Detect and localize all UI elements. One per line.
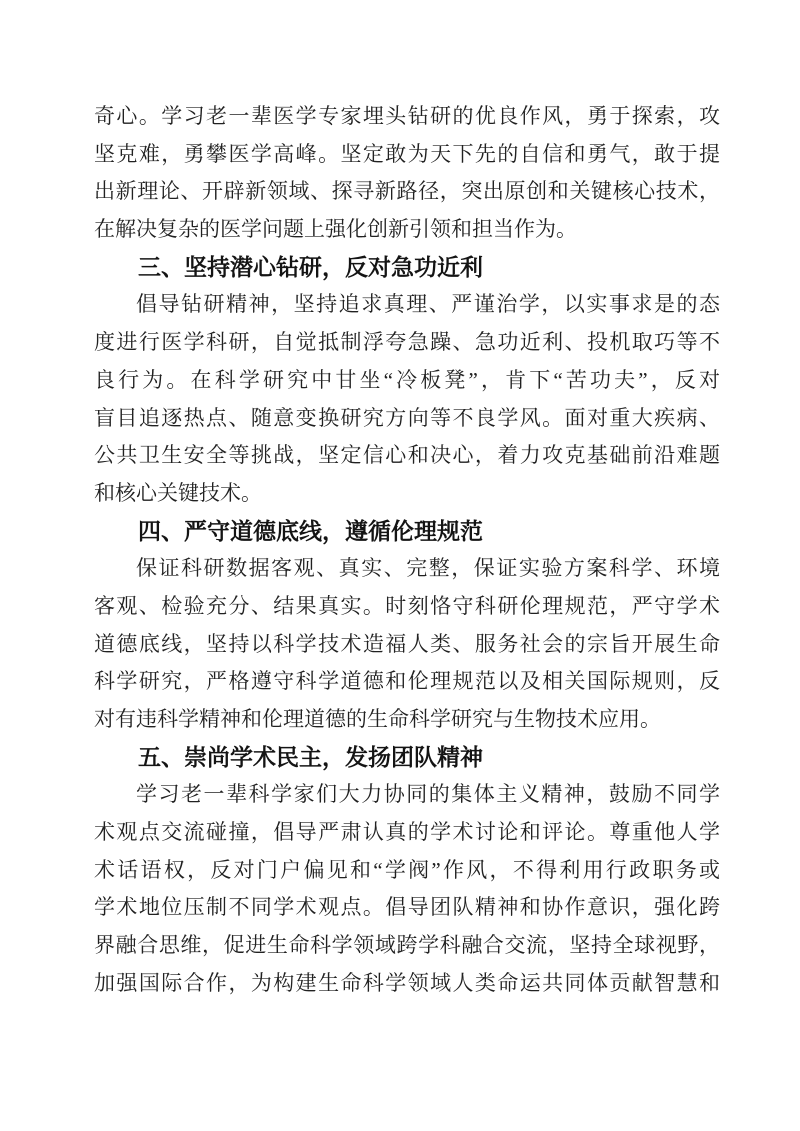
section-heading-five: 五、崇尚学术民主，发扬团队精神 — [138, 743, 483, 770]
paragraph-line: 学术地位压制不同学术观点。倡导团队精神和协作意识，强化跨 — [94, 895, 720, 920]
paragraph-line: 公共卫生安全等挑战，坚定信心和决心，着力攻克基础前沿难题 — [94, 443, 720, 468]
paragraph-line: 道德底线，坚持以科学技术造福人类、服务社会的宗旨开展生命 — [94, 631, 720, 656]
section-heading-three: 三、坚持潜心钻研，反对急功近利 — [138, 253, 483, 280]
paragraph-line: 在解决复杂的医学问题上强化创新引领和担当作为。 — [94, 217, 577, 242]
paragraph-line: 坚克难，勇攀医学高峰。坚定敢为天下先的自信和勇气，敢于提 — [94, 141, 720, 166]
paragraph-line: 学习老一辈科学家们大力协同的集体主义精神，鼓励不同学 — [136, 782, 720, 807]
paragraph-line: 对有违科学精神和伦理道德的生命科学研究与生物技术应用。 — [94, 707, 661, 731]
paragraph-line: 保证科研数据客观、真实、完整，保证实验方案科学、环境 — [136, 556, 720, 581]
paragraph-line: 出新理论、开辟新领域、探寻新路径，突出原创和关键核心技术， — [94, 179, 720, 204]
paragraph-line: 加强国际合作，为构建生命科学领域人类命运共同体贡献智慧和 — [94, 970, 720, 995]
paragraph-line: 术观点交流碰撞，倡导严肃认真的学术讨论和评论。尊重他人学 — [94, 820, 720, 845]
paragraph-line: 倡导钻研精神，坚持追求真理、严谨治学，以实事求是的态 — [136, 292, 720, 317]
paragraph-line: 良行为。在科学研究中甘坐“冷板凳”，肯下“苦功夫”，反对 — [94, 367, 720, 392]
paragraph-line: 奇心。学习老一辈医学专家埋头钻研的优良作风，勇于探索，攻 — [94, 104, 720, 128]
paragraph-line: 科学研究，严格遵守科学道德和伦理规范以及相关国际规则，反 — [94, 669, 720, 694]
paragraph-line: 界融合思维，促进生命科学领域跨学科融合交流，坚持全球视野， — [94, 933, 720, 958]
paragraph-line: 度进行医学科研，自觉抵制浮夸急躁、急功近利、投机取巧等不 — [94, 330, 720, 355]
page-content — [94, 98, 720, 1003]
section-heading-four: 四、严守道德底线，遵循伦理规范 — [138, 517, 483, 544]
paragraph-line: 盲目追逐热点、随意变换研究方向等不良学风。面对重大疾病、 — [94, 405, 720, 430]
paragraph-line: 和核心关键技术。 — [94, 480, 262, 505]
paragraph-line: 客观、检验充分、结果真实。时刻恪守科研伦理规范，严守学术 — [94, 593, 720, 618]
paragraph-line: 术话语权，反对门户偏见和“学阀”作风，不得利用行政职务或 — [94, 857, 720, 882]
